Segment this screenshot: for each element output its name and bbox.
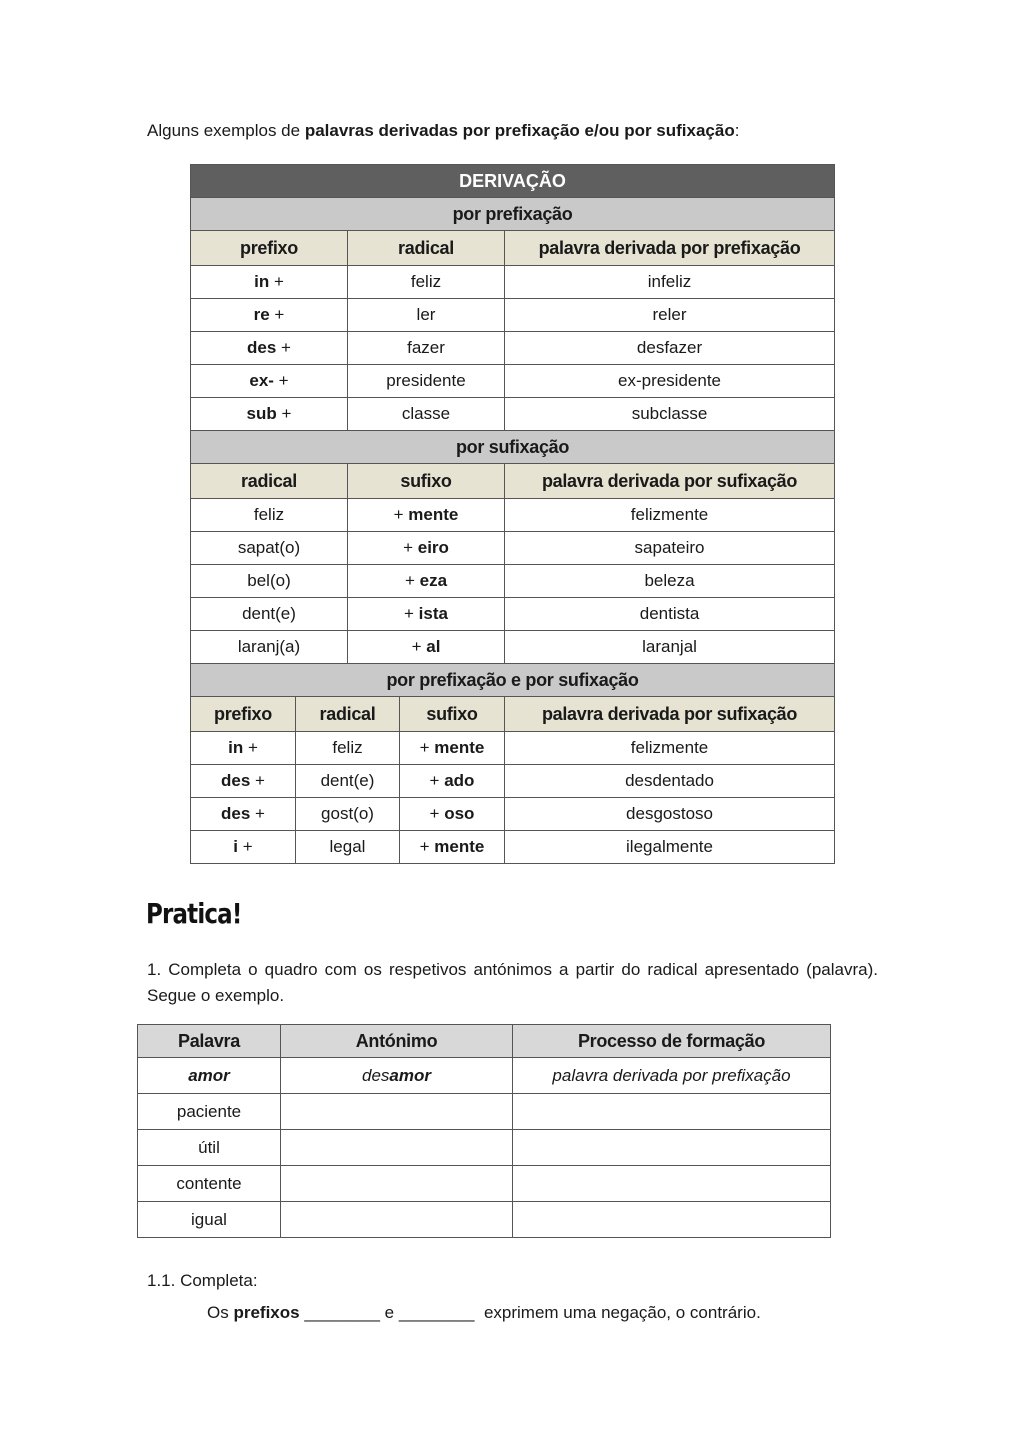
derived-cell: desdentado [505,765,835,798]
table-row [138,1166,831,1202]
col-header: palavra derivada por sufixação [505,697,835,732]
table-row [191,266,835,299]
suffix-cell: + mente [400,732,505,765]
table-row [191,565,835,598]
radical-cell: feliz [296,732,400,765]
radical-cell: dent(e) [191,598,348,631]
table-row [191,831,835,864]
question-1: 1. Completa o quadro com os respetivos antónimos a partir do radical apresentado (palavra). Segue o exemplo. [147,960,878,1005]
radical-cell: ler [348,299,505,332]
table-row [191,398,835,431]
antonym-input-cell[interactable] [281,1202,513,1238]
col-header: radical [191,464,348,499]
radical-cell: laranj(a) [191,631,348,664]
radical-cell: fazer [348,332,505,365]
prefix-cell: des + [191,798,296,831]
col-header: Palavra [138,1025,281,1058]
table-row [191,299,835,332]
process-input-cell[interactable] [513,1202,831,1238]
derived-cell: dentista [505,598,835,631]
derived-cell: ex-presidente [505,365,835,398]
derived-cell: beleza [505,565,835,598]
derived-cell: felizmente [505,499,835,532]
radical-cell: bel(o) [191,565,348,598]
table-row [191,332,835,365]
derived-cell: sapateiro [505,532,835,565]
radical-cell: gost(o) [296,798,400,831]
question-1-1-label: 1.1. Completa: [147,1271,258,1290]
table-row [191,732,835,765]
col-header: sufixo [400,697,505,732]
table-row [191,631,835,664]
table-row [138,1094,831,1130]
derived-cell: desgostoso [505,798,835,831]
process-input-cell[interactable] [513,1094,831,1130]
derived-cell: desfazer [505,332,835,365]
suffix-cell: + mente [400,831,505,864]
word-cell: paciente [138,1094,281,1130]
col-header: radical [296,697,400,732]
derived-cell: subclasse [505,398,835,431]
col-header: prefixo [191,697,296,732]
derived-cell: laranjal [505,631,835,664]
table-row [191,798,835,831]
process-input-cell[interactable] [513,1130,831,1166]
antonym-cell: desamor [281,1058,513,1094]
prefix-cell: i + [191,831,296,864]
col-header: palavra derivada por prefixação [505,231,835,266]
derivation-title: DERIVAÇÃO [191,165,835,198]
example-row [138,1058,831,1094]
word-cell: útil [138,1130,281,1166]
col-header: sufixo [348,464,505,499]
table-row [138,1130,831,1166]
radical-cell: dent(e) [296,765,400,798]
prefix-cell: ex- + [191,365,348,398]
radical-cell: legal [296,831,400,864]
antonym-table [137,1024,831,1238]
derived-cell: infeliz [505,266,835,299]
suffix-cell: + ista [348,598,505,631]
derived-cell: felizmente [505,732,835,765]
intro-text: Alguns exemplos de palavras derivadas por prefixação e/ou por sufixação: [147,121,740,140]
suffix-cell: + al [348,631,505,664]
process-input-cell[interactable] [513,1166,831,1202]
radical-cell: sapat(o) [191,532,348,565]
table-row [191,365,835,398]
derived-cell: reler [505,299,835,332]
table-row [191,765,835,798]
suffix-cell: + eza [348,565,505,598]
col-header: radical [348,231,505,266]
both-section-title: por prefixação e por sufixação [191,664,835,697]
word-cell: amor [138,1058,281,1094]
suffix-section-title: por sufixação [191,431,835,464]
prefix-cell: in + [191,732,296,765]
table-row [191,532,835,565]
question-1-1-text: Os prefixos ________ e ________ exprimem uma negação, o contrário. [207,1303,761,1322]
process-cell: palavra derivada por prefixação [513,1058,831,1094]
derived-cell: ilegalmente [505,831,835,864]
suffix-cell: + mente [348,499,505,532]
antonym-input-cell[interactable] [281,1166,513,1202]
pratica-heading: Pratica! [146,897,242,930]
derivation-table [190,164,835,864]
prefix-cell: des + [191,765,296,798]
radical-cell: classe [348,398,505,431]
col-header: Processo de formação [513,1025,831,1058]
word-cell: igual [138,1202,281,1238]
col-header: palavra derivada por sufixação [505,464,835,499]
suffix-cell: + ado [400,765,505,798]
table-row [191,499,835,532]
table-row [191,598,835,631]
table-row [138,1202,831,1238]
prefix-section-title: por prefixação [191,198,835,231]
radical-cell: feliz [191,499,348,532]
suffix-cell: + oso [400,798,505,831]
radical-cell: presidente [348,365,505,398]
prefix-cell: in + [191,266,348,299]
suffix-cell: + eiro [348,532,505,565]
prefix-cell: sub + [191,398,348,431]
prefix-cell: des + [191,332,348,365]
prefix-cell: re + [191,299,348,332]
word-cell: contente [138,1166,281,1202]
radical-cell: feliz [348,266,505,299]
col-header: prefixo [191,231,348,266]
antonym-input-cell[interactable] [281,1094,513,1130]
col-header: Antónimo [281,1025,513,1058]
antonym-input-cell[interactable] [281,1130,513,1166]
